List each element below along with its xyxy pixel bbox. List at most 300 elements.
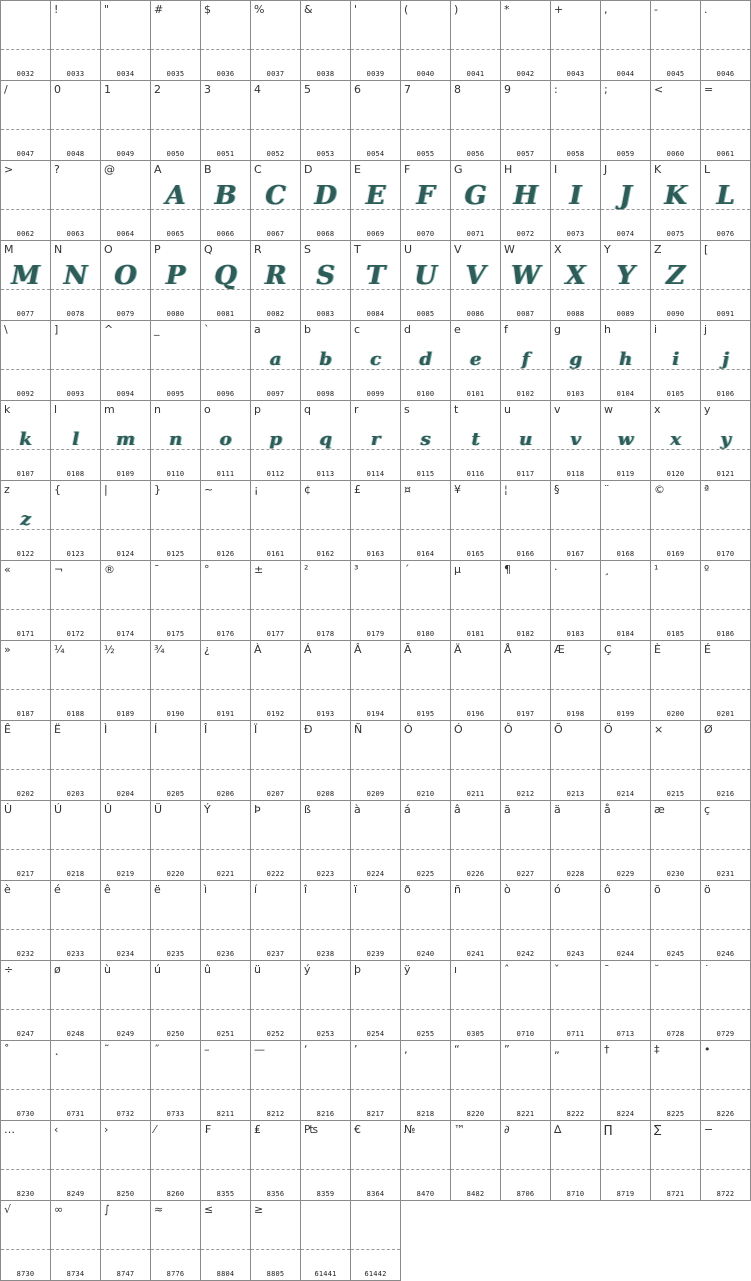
- glyph-cell: [251, 561, 301, 641]
- char-label: ì: [204, 883, 208, 896]
- char-label: ›: [104, 1123, 109, 1136]
- glyph-cell: [551, 721, 601, 801]
- glyph-cell: [1, 1201, 51, 1281]
- char-label: 8: [454, 83, 461, 96]
- baseline-guide: [501, 689, 550, 690]
- codepoint-label: 8220: [466, 1110, 485, 1118]
- char-label: ?: [54, 163, 60, 176]
- glyph-cell: [701, 241, 751, 321]
- glyph-cell: [51, 161, 101, 241]
- baseline-guide: [401, 49, 450, 50]
- glyph-cell: [601, 561, 651, 641]
- baseline-guide: [151, 689, 200, 690]
- codepoint-label: 0250: [166, 1030, 185, 1038]
- decorative-glyph-icon: h: [618, 349, 633, 370]
- char-label: ª: [704, 483, 710, 496]
- codepoint-label: 0224: [366, 870, 385, 878]
- glyph-cell: [401, 321, 451, 401]
- codepoint-label: 8221: [516, 1110, 535, 1118]
- codepoint-label: 0247: [16, 1030, 35, 1038]
- baseline-guide: [651, 769, 700, 770]
- codepoint-label: 0183: [566, 630, 585, 638]
- baseline-guide: [151, 129, 200, 130]
- glyph-cell: [401, 401, 451, 481]
- baseline-guide: [51, 1169, 100, 1170]
- baseline-guide: [1, 369, 50, 370]
- glyph-cell: [501, 481, 551, 561]
- codepoint-label: 0189: [116, 710, 135, 718]
- empty-cell: [601, 1201, 651, 1281]
- codepoint-label: 8230: [16, 1190, 35, 1198]
- decorative-glyph-icon: L: [716, 181, 735, 211]
- decorative-glyph-icon: w: [617, 429, 634, 450]
- char-label: u: [504, 403, 511, 416]
- glyph-cell: [601, 721, 651, 801]
- char-label: *: [504, 3, 510, 16]
- char-label: `: [204, 323, 210, 336]
- glyph-cell: [1, 961, 51, 1041]
- glyph-cell: [651, 241, 701, 321]
- glyph-cell: [651, 1041, 701, 1121]
- glyph-row: [1, 721, 751, 801]
- codepoint-label: 0115: [416, 470, 435, 478]
- codepoint-label: 0100: [416, 390, 435, 398]
- codepoint-label: 0200: [666, 710, 685, 718]
- codepoint-label: 0092: [16, 390, 35, 398]
- codepoint-label: 0037: [266, 70, 285, 78]
- glyph-cell: [701, 641, 751, 721]
- glyph-cell: [651, 401, 701, 481]
- baseline-guide: [601, 689, 650, 690]
- char-label: ˜: [104, 1043, 110, 1056]
- glyph-cell: [651, 81, 701, 161]
- codepoint-label: 8260: [166, 1190, 185, 1198]
- glyph-cell: [701, 481, 751, 561]
- baseline-guide: [151, 1089, 200, 1090]
- glyph-cell: [251, 401, 301, 481]
- glyph-cell: [451, 1, 501, 81]
- baseline-guide: [251, 929, 300, 930]
- char-label: W: [504, 243, 515, 256]
- char-label: Ú: [54, 803, 63, 816]
- baseline-guide: [551, 929, 600, 930]
- glyph-cell: [551, 81, 601, 161]
- codepoint-label: 0254: [366, 1030, 385, 1038]
- glyph-cell: [1, 721, 51, 801]
- char-label: p: [254, 403, 261, 416]
- decorative-glyph-icon: S: [316, 261, 335, 291]
- glyph-cell: [351, 481, 401, 561]
- char-label: 1: [104, 83, 111, 96]
- char-label: »: [4, 643, 11, 656]
- baseline-guide: [501, 1009, 550, 1010]
- codepoint-label: 0251: [216, 1030, 235, 1038]
- glyph-cell: [251, 1041, 301, 1121]
- codepoint-label: 0078: [66, 310, 85, 318]
- codepoint-label: 0229: [616, 870, 635, 878]
- codepoint-label: 0124: [116, 550, 135, 558]
- char-label: Ã: [404, 643, 412, 656]
- char-label: ı: [454, 963, 458, 976]
- char-label: √: [4, 1203, 12, 1216]
- codepoint-label: 0240: [416, 950, 435, 958]
- char-label: %: [254, 3, 265, 16]
- char-label: ³: [354, 563, 359, 576]
- glyph-cell: [251, 81, 301, 161]
- codepoint-label: 8212: [266, 1110, 285, 1118]
- char-label: /: [4, 83, 8, 96]
- glyph-cell: [151, 1041, 201, 1121]
- char-label: —: [254, 1043, 265, 1056]
- char-label: ∞: [54, 1203, 64, 1216]
- glyph-row: [1, 641, 751, 721]
- glyph-cell: [701, 161, 751, 241]
- codepoint-label: 0227: [516, 870, 535, 878]
- glyph-cell: [201, 1, 251, 81]
- glyph-cell: [651, 1, 701, 81]
- decorative-glyph-icon: k: [19, 429, 32, 450]
- decorative-glyph-icon: Y: [616, 261, 635, 291]
- baseline-guide: [51, 1249, 100, 1250]
- baseline-guide: [401, 769, 450, 770]
- codepoint-label: 0175: [166, 630, 185, 638]
- codepoint-label: 0055: [416, 150, 435, 158]
- char-label: ù: [104, 963, 111, 976]
- glyph-cell: [351, 241, 401, 321]
- baseline-guide: [301, 689, 350, 690]
- baseline-guide: [351, 849, 400, 850]
- codepoint-label: 8776: [166, 1270, 185, 1278]
- glyph-cell: [201, 481, 251, 561]
- char-label: r: [354, 403, 359, 416]
- baseline-guide: [151, 529, 200, 530]
- glyph-cell: [601, 401, 651, 481]
- char-label: Ñ: [354, 723, 363, 736]
- char-label: −: [704, 1123, 714, 1136]
- glyph-cell: [501, 881, 551, 961]
- glyph-cell: [551, 481, 601, 561]
- char-label: Õ: [554, 723, 563, 736]
- glyph-cell: [51, 321, 101, 401]
- char-label: =: [704, 83, 714, 96]
- glyph-cell: [701, 961, 751, 1041]
- decorative-glyph-icon: K: [664, 181, 687, 211]
- empty-cell: [451, 1201, 501, 1281]
- codepoint-label: 0236: [216, 950, 235, 958]
- char-label: ú: [154, 963, 161, 976]
- codepoint-label: 0076: [716, 230, 735, 238]
- char-label: C: [254, 163, 262, 176]
- glyph-cell: [401, 241, 451, 321]
- char-label: &: [304, 3, 313, 16]
- codepoint-label: 0033: [66, 70, 85, 78]
- glyph-cell: [551, 1041, 601, 1121]
- char-label: O: [104, 243, 113, 256]
- glyph-cell: [151, 321, 201, 401]
- char-label: ’: [354, 1043, 358, 1056]
- glyph-row: [1, 961, 751, 1041]
- decorative-glyph-icon: o: [219, 429, 232, 450]
- baseline-guide: [101, 769, 150, 770]
- char-label: â: [454, 803, 461, 816]
- char-label: 6: [354, 83, 361, 96]
- codepoint-label: 0252: [266, 1030, 285, 1038]
- glyph-cell: [601, 1041, 651, 1121]
- char-label: \: [4, 323, 8, 336]
- baseline-guide: [301, 529, 350, 530]
- codepoint-label: 8211: [216, 1110, 235, 1118]
- char-label: ¯: [154, 563, 160, 576]
- baseline-guide: [601, 1089, 650, 1090]
- char-label: §: [554, 483, 560, 496]
- baseline-guide: [151, 849, 200, 850]
- char-label: ·: [554, 563, 558, 576]
- baseline-guide: [451, 1009, 500, 1010]
- char-label: ~: [204, 483, 214, 496]
- glyph-cell: [651, 321, 701, 401]
- char-label: ò: [504, 883, 511, 896]
- baseline-guide: [201, 49, 250, 50]
- codepoint-label: 0192: [266, 710, 285, 718]
- codepoint-label: 0086: [466, 310, 485, 318]
- codepoint-label: 0222: [266, 870, 285, 878]
- glyph-cell: [101, 401, 151, 481]
- char-label: Z: [654, 243, 662, 256]
- glyph-cell: [151, 561, 201, 641]
- codepoint-label: 0730: [16, 1110, 35, 1118]
- char-label: ∏: [604, 1123, 613, 1136]
- codepoint-label: 0197: [516, 710, 535, 718]
- codepoint-label: 0054: [366, 150, 385, 158]
- decorative-glyph-icon: j: [722, 349, 729, 370]
- codepoint-label: 0061: [716, 150, 735, 158]
- baseline-guide: [701, 129, 750, 130]
- codepoint-label: 0221: [216, 870, 235, 878]
- codepoint-label: 0209: [366, 790, 385, 798]
- char-label: Þ: [254, 803, 261, 816]
- char-label: ö: [704, 883, 711, 896]
- decorative-glyph-icon: n: [168, 429, 183, 450]
- glyph-cell: [451, 641, 501, 721]
- codepoint-label: 0246: [716, 950, 735, 958]
- baseline-guide: [351, 609, 400, 610]
- glyph-cell: [351, 721, 401, 801]
- char-label: A: [154, 163, 162, 176]
- glyph-cell: [601, 1, 651, 81]
- codepoint-label: 0241: [466, 950, 485, 958]
- char-label: b: [304, 323, 311, 336]
- glyph-row: [1, 1121, 751, 1201]
- char-label: 4: [254, 83, 261, 96]
- baseline-guide: [251, 129, 300, 130]
- char-label: R: [254, 243, 262, 256]
- decorative-glyph-icon: X: [565, 261, 586, 291]
- glyph-row: [1, 241, 751, 321]
- glyph-cell: [451, 801, 501, 881]
- char-label: i: [654, 323, 658, 336]
- codepoint-label: 0244: [616, 950, 635, 958]
- glyph-cell: [151, 1121, 201, 1201]
- codepoint-label: 0045: [666, 70, 685, 78]
- baseline-guide: [301, 769, 350, 770]
- char-label: -: [654, 3, 658, 16]
- glyph-cell: [201, 401, 251, 481]
- glyph-cell: [251, 161, 301, 241]
- codepoint-label: 0198: [566, 710, 585, 718]
- glyph-cell: [501, 561, 551, 641]
- codepoint-label: 0068: [316, 230, 335, 238]
- codepoint-label: 0190: [166, 710, 185, 718]
- codepoint-label: 0059: [616, 150, 635, 158]
- glyph-row: [1, 1, 751, 81]
- decorative-glyph-icon: v: [570, 429, 581, 450]
- baseline-guide: [651, 1009, 700, 1010]
- codepoint-label: 0162: [316, 550, 335, 558]
- glyph-cell: [701, 561, 751, 641]
- baseline-guide: [651, 1089, 700, 1090]
- glyph-cell: [301, 1201, 351, 1281]
- baseline-guide: [351, 689, 400, 690]
- codepoint-label: 0711: [566, 1030, 585, 1038]
- glyph-cell: [351, 1201, 401, 1281]
- baseline-guide: [251, 609, 300, 610]
- char-label: –: [204, 1043, 210, 1056]
- decorative-glyph-icon: y: [720, 429, 731, 450]
- codepoint-label: 0053: [316, 150, 335, 158]
- baseline-guide: [301, 1249, 350, 1250]
- baseline-guide: [651, 49, 700, 50]
- glyph-cell: [151, 241, 201, 321]
- char-label: à: [354, 803, 361, 816]
- glyph-cell: [551, 801, 601, 881]
- char-label: ë: [154, 883, 161, 896]
- baseline-guide: [251, 689, 300, 690]
- char-label: Ì: [104, 723, 108, 736]
- baseline-guide: [201, 929, 250, 930]
- glyph-cell: [401, 481, 451, 561]
- glyph-cell: [351, 561, 401, 641]
- baseline-guide: [551, 769, 600, 770]
- baseline-guide: [251, 49, 300, 50]
- codepoint-label: 8356: [266, 1190, 285, 1198]
- codepoint-label: 0095: [166, 390, 185, 398]
- char-label: ≈: [154, 1203, 164, 1216]
- baseline-guide: [201, 849, 250, 850]
- char-label: t: [454, 403, 459, 416]
- codepoint-label: 8222: [566, 1110, 585, 1118]
- baseline-guide: [101, 129, 150, 130]
- baseline-guide: [551, 849, 600, 850]
- char-label: É: [704, 643, 711, 656]
- baseline-guide: [1, 849, 50, 850]
- char-label: ¨: [604, 483, 610, 496]
- char-label: Ï: [254, 723, 258, 736]
- codepoint-label: 0119: [616, 470, 635, 478]
- glyph-cell: [1, 1041, 51, 1121]
- glyph-cell: [51, 881, 101, 961]
- codepoint-label: 0732: [116, 1110, 135, 1118]
- char-label: ´: [404, 563, 410, 576]
- baseline-guide: [151, 1249, 200, 1250]
- char-label: e: [454, 323, 461, 336]
- glyph-cell: [451, 161, 501, 241]
- char-label: È: [654, 643, 661, 656]
- char-label: ˘: [654, 963, 660, 976]
- codepoint-label: 0220: [166, 870, 185, 878]
- char-label: ¬: [54, 563, 64, 576]
- decorative-glyph-icon: g: [569, 349, 582, 370]
- codepoint-label: 0062: [16, 230, 35, 238]
- codepoint-label: 8722: [716, 1190, 735, 1198]
- glyph-cell: [601, 81, 651, 161]
- baseline-guide: [1, 1169, 50, 1170]
- glyph-cell: [101, 961, 151, 1041]
- decorative-glyph-icon: U: [414, 261, 437, 291]
- codepoint-label: 0057: [516, 150, 535, 158]
- baseline-guide: [151, 1169, 200, 1170]
- codepoint-label: 0112: [266, 470, 285, 478]
- codepoint-label: 0075: [666, 230, 685, 238]
- baseline-guide: [701, 769, 750, 770]
- char-label: V: [454, 243, 462, 256]
- codepoint-label: 0178: [316, 630, 335, 638]
- baseline-guide: [151, 609, 200, 610]
- glyph-cell: [301, 641, 351, 721]
- baseline-guide: [351, 1249, 400, 1250]
- codepoint-label: 61442: [364, 1270, 387, 1278]
- baseline-guide: [601, 1009, 650, 1010]
- char-label: ¥: [454, 483, 461, 496]
- baseline-guide: [601, 849, 650, 850]
- glyph-cell: [651, 801, 701, 881]
- char-label: !: [54, 3, 59, 16]
- char-label: >: [4, 163, 14, 176]
- glyph-cell: [601, 1121, 651, 1201]
- glyph-cell: [501, 961, 551, 1041]
- baseline-guide: [251, 1249, 300, 1250]
- glyph-cell: [351, 641, 401, 721]
- char-label: ∫: [104, 1203, 110, 1216]
- codepoint-label: 0116: [466, 470, 485, 478]
- glyph-cell: [51, 1121, 101, 1201]
- codepoint-label: 8805: [266, 1270, 285, 1278]
- codepoint-label: 0108: [66, 470, 85, 478]
- glyph-cell: [351, 961, 401, 1041]
- codepoint-label: 8706: [516, 1190, 535, 1198]
- char-label: Ù: [4, 803, 13, 816]
- char-label: ,: [604, 3, 608, 16]
- char-label: N: [54, 243, 63, 256]
- char-label: ä: [554, 803, 561, 816]
- baseline-guide: [701, 689, 750, 690]
- glyph-cell: [301, 1041, 351, 1121]
- baseline-guide: [451, 609, 500, 610]
- glyph-cell: [151, 961, 201, 1041]
- glyph-cell: [201, 1121, 251, 1201]
- codepoint-label: 0114: [366, 470, 385, 478]
- char-label: Í: [154, 723, 158, 736]
- char-label: ¹: [654, 563, 659, 576]
- glyph-cell: [401, 1041, 451, 1121]
- codepoint-label: 0248: [66, 1030, 85, 1038]
- codepoint-label: 8216: [316, 1110, 335, 1118]
- glyph-cell: [401, 881, 451, 961]
- char-label: o: [204, 403, 211, 416]
- baseline-guide: [351, 929, 400, 930]
- codepoint-label: 0195: [416, 710, 435, 718]
- baseline-guide: [551, 49, 600, 50]
- glyph-row: [1, 81, 751, 161]
